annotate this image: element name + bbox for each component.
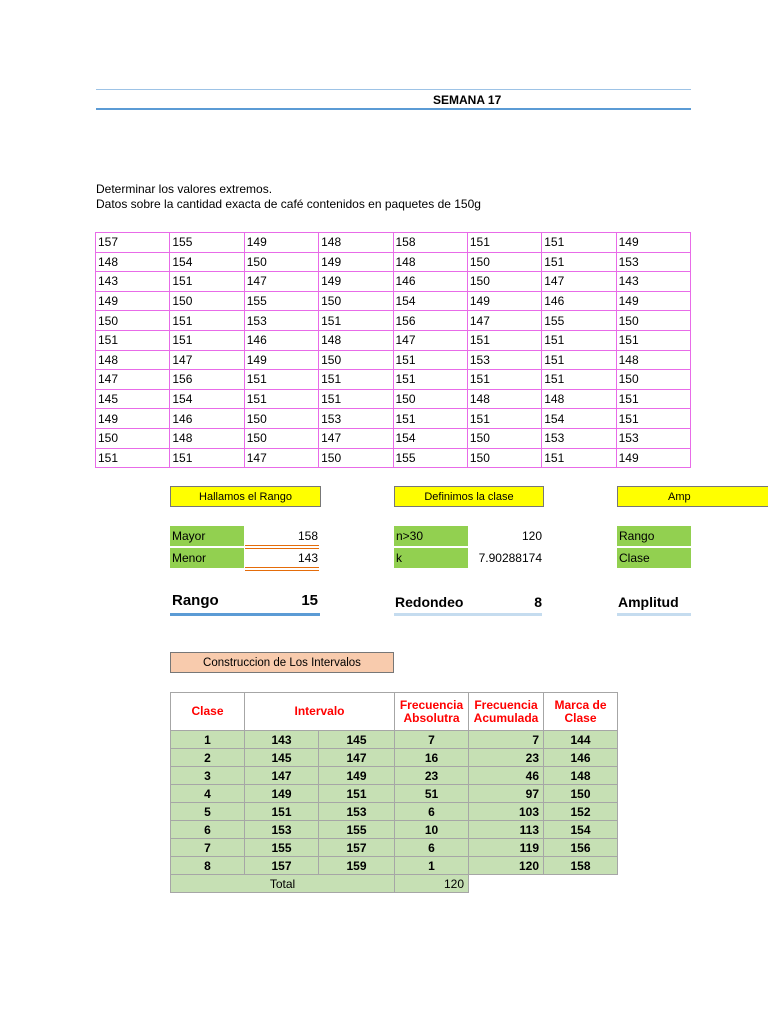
freq-cell-low[interactable]: 153 bbox=[245, 821, 319, 839]
data-cell[interactable]: 148 bbox=[393, 252, 467, 272]
data-row bbox=[96, 389, 691, 409]
data-cell[interactable]: 153 bbox=[616, 428, 690, 448]
coffee-data-grid bbox=[95, 232, 691, 468]
data-cell[interactable]: 151 bbox=[542, 448, 616, 468]
freq-cell-marca[interactable]: 150 bbox=[544, 785, 618, 803]
freq-cell-high[interactable]: 147 bbox=[319, 749, 395, 767]
data-cell[interactable]: 148 bbox=[96, 350, 170, 370]
mayor-underline bbox=[245, 545, 319, 546]
data-cell[interactable]: 150 bbox=[467, 272, 541, 292]
freq-cell-acum[interactable]: 46 bbox=[469, 767, 544, 785]
data-cell[interactable]: 151 bbox=[170, 311, 244, 331]
header-freq-abs bbox=[395, 693, 469, 731]
data-cell[interactable]: 151 bbox=[244, 370, 318, 390]
data-cell[interactable]: 146 bbox=[542, 291, 616, 311]
freq-cell-low[interactable]: 157 bbox=[245, 857, 319, 875]
data-cell[interactable]: 151 bbox=[170, 272, 244, 292]
data-cell[interactable]: 150 bbox=[319, 350, 393, 370]
freq-cell-high[interactable]: 155 bbox=[319, 821, 395, 839]
data-cell[interactable]: 154 bbox=[170, 252, 244, 272]
amplitud-heading bbox=[617, 486, 768, 507]
data-cell[interactable]: 149 bbox=[319, 272, 393, 292]
data-cell[interactable]: 150 bbox=[616, 370, 690, 390]
data-row bbox=[96, 311, 691, 331]
data-cell[interactable]: 151 bbox=[467, 370, 541, 390]
freq-cell-abs[interactable]: 1 bbox=[395, 857, 469, 875]
data-cell[interactable]: 149 bbox=[319, 252, 393, 272]
data-cell[interactable]: 149 bbox=[244, 350, 318, 370]
freq-cell-clase[interactable]: 6 bbox=[171, 821, 245, 839]
data-cell[interactable]: 150 bbox=[244, 428, 318, 448]
freq-cell-acum[interactable]: 120 bbox=[469, 857, 544, 875]
data-cell[interactable]: 151 bbox=[467, 330, 541, 350]
header-freq-acum-line2: Acumulada bbox=[473, 710, 539, 725]
freq-cell-abs[interactable]: 10 bbox=[395, 821, 469, 839]
data-cell[interactable]: 151 bbox=[96, 448, 170, 468]
data-cell[interactable]: 143 bbox=[96, 272, 170, 292]
freq-cell-abs[interactable]: 16 bbox=[395, 749, 469, 767]
data-row bbox=[96, 291, 691, 311]
frequency-row bbox=[171, 767, 618, 785]
freq-cell-abs[interactable]: 23 bbox=[395, 767, 469, 785]
freq-cell-marca[interactable]: 152 bbox=[544, 803, 618, 821]
data-cell[interactable]: 151 bbox=[319, 311, 393, 331]
page-title: SEMANA 17 bbox=[433, 93, 502, 107]
data-cell[interactable]: 153 bbox=[467, 350, 541, 370]
data-cell[interactable]: 149 bbox=[616, 291, 690, 311]
freq-cell-low[interactable]: 147 bbox=[245, 767, 319, 785]
data-cell[interactable]: 146 bbox=[244, 330, 318, 350]
freq-cell-abs[interactable]: 7 bbox=[395, 731, 469, 749]
freq-cell-acum[interactable]: 113 bbox=[469, 821, 544, 839]
freq-cell-high[interactable]: 151 bbox=[319, 785, 395, 803]
freq-cell-marca[interactable]: 148 bbox=[544, 767, 618, 785]
freq-cell-clase[interactable]: 1 bbox=[171, 731, 245, 749]
data-cell[interactable]: 147 bbox=[244, 448, 318, 468]
freq-cell-acum[interactable]: 103 bbox=[469, 803, 544, 821]
rango-heading: Hallamos el Rango bbox=[170, 486, 321, 507]
data-cell[interactable]: 143 bbox=[616, 272, 690, 292]
data-cell[interactable]: 151 bbox=[616, 389, 690, 409]
data-row bbox=[96, 330, 691, 350]
data-cell[interactable]: 146 bbox=[393, 272, 467, 292]
data-cell[interactable]: 147 bbox=[393, 330, 467, 350]
data-cell[interactable]: 146 bbox=[170, 409, 244, 429]
data-row bbox=[96, 233, 691, 253]
freq-cell-high[interactable]: 153 bbox=[319, 803, 395, 821]
mayor-label: Mayor bbox=[172, 529, 206, 543]
data-row bbox=[96, 409, 691, 429]
n-value[interactable]: 120 bbox=[521, 529, 542, 543]
amp-clase-label: Clase bbox=[619, 551, 650, 565]
data-cell[interactable]: 151 bbox=[170, 330, 244, 350]
data-cell[interactable]: 151 bbox=[393, 370, 467, 390]
freq-cell-marca[interactable]: 158 bbox=[544, 857, 618, 875]
data-cell[interactable]: 154 bbox=[393, 291, 467, 311]
redondeo-label: Redondeo bbox=[395, 594, 464, 610]
freq-cell-marca[interactable]: 156 bbox=[544, 839, 618, 857]
freq-cell-marca[interactable]: 146 bbox=[544, 749, 618, 767]
frequency-row bbox=[171, 821, 618, 839]
data-cell[interactable]: 155 bbox=[542, 311, 616, 331]
data-cell[interactable]: 151 bbox=[542, 330, 616, 350]
data-cell[interactable]: 151 bbox=[542, 350, 616, 370]
data-cell[interactable]: 156 bbox=[393, 311, 467, 331]
n-label: n>30 bbox=[396, 529, 424, 543]
header-freq-abs-line2: Absolutra bbox=[403, 710, 460, 725]
intervals-heading: Construccion de Los Intervalos bbox=[170, 652, 394, 673]
freq-cell-abs[interactable]: 6 bbox=[395, 803, 469, 821]
freq-cell-high[interactable]: 145 bbox=[319, 731, 395, 749]
data-cell[interactable]: 148 bbox=[319, 233, 393, 253]
freq-cell-clase[interactable]: 8 bbox=[171, 857, 245, 875]
data-cell[interactable]: 153 bbox=[542, 428, 616, 448]
header-marca-line2: Clase bbox=[564, 710, 597, 725]
data-cell[interactable]: 156 bbox=[170, 370, 244, 390]
rango-underline bbox=[170, 613, 320, 616]
freq-cell-abs[interactable]: 6 bbox=[395, 839, 469, 857]
data-cell[interactable]: 151 bbox=[542, 252, 616, 272]
header-clase: Clase bbox=[171, 693, 245, 731]
data-cell[interactable]: 147 bbox=[467, 311, 541, 331]
data-cell[interactable]: 154 bbox=[170, 389, 244, 409]
data-cell[interactable]: 147 bbox=[170, 350, 244, 370]
freq-cell-acum[interactable]: 119 bbox=[469, 839, 544, 857]
data-cell[interactable]: 151 bbox=[467, 409, 541, 429]
data-cell[interactable]: 150 bbox=[393, 389, 467, 409]
data-cell[interactable]: 149 bbox=[96, 409, 170, 429]
data-cell[interactable]: 148 bbox=[170, 428, 244, 448]
data-cell[interactable]: 151 bbox=[616, 330, 690, 350]
data-cell[interactable]: 150 bbox=[96, 311, 170, 331]
header-freq-acum bbox=[469, 693, 544, 731]
data-cell[interactable]: 151 bbox=[170, 448, 244, 468]
freq-cell-clase[interactable]: 4 bbox=[171, 785, 245, 803]
data-cell[interactable]: 155 bbox=[244, 291, 318, 311]
data-cell[interactable]: 148 bbox=[96, 252, 170, 272]
data-row bbox=[96, 448, 691, 468]
frequency-row bbox=[171, 785, 618, 803]
header-freq-acum-line1: Frecuencia bbox=[474, 697, 538, 712]
data-cell[interactable]: 150 bbox=[467, 428, 541, 448]
frequency-row bbox=[171, 731, 618, 749]
freq-cell-low[interactable]: 143 bbox=[245, 731, 319, 749]
data-cell[interactable]: 151 bbox=[393, 350, 467, 370]
freq-cell-clase[interactable]: 2 bbox=[171, 749, 245, 767]
frequency-row bbox=[171, 839, 618, 857]
data-cell[interactable]: 149 bbox=[616, 448, 690, 468]
mayor-underline-2 bbox=[245, 548, 319, 549]
frequency-row bbox=[171, 749, 618, 767]
freq-cell-acum[interactable]: 97 bbox=[469, 785, 544, 803]
data-cell[interactable]: 147 bbox=[319, 428, 393, 448]
k-label-cell bbox=[394, 548, 468, 568]
data-cell[interactable]: 151 bbox=[542, 233, 616, 253]
data-cell[interactable]: 149 bbox=[96, 291, 170, 311]
freq-cell-low[interactable]: 155 bbox=[245, 839, 319, 857]
k-value[interactable]: 7.90288174 bbox=[478, 551, 542, 565]
amplitud-label: Amplitud bbox=[618, 594, 679, 610]
header-rule-bottom bbox=[96, 108, 691, 110]
data-cell[interactable]: 145 bbox=[96, 389, 170, 409]
data-cell[interactable]: 148 bbox=[319, 330, 393, 350]
amplitud-underline bbox=[617, 613, 691, 616]
data-cell[interactable]: 150 bbox=[467, 448, 541, 468]
amp-rango-label: Rango bbox=[619, 529, 655, 543]
intro-line-2: Datos sobre la cantidad exacta de café contenidos en paquetes de 150g bbox=[96, 197, 481, 211]
data-cell[interactable]: 153 bbox=[616, 252, 690, 272]
data-cell[interactable]: 147 bbox=[542, 272, 616, 292]
data-cell[interactable]: 155 bbox=[393, 448, 467, 468]
data-cell[interactable]: 149 bbox=[616, 233, 690, 253]
freq-cell-low[interactable]: 149 bbox=[245, 785, 319, 803]
data-row bbox=[96, 350, 691, 370]
data-cell[interactable]: 150 bbox=[244, 252, 318, 272]
freq-cell-clase[interactable]: 3 bbox=[171, 767, 245, 785]
redondeo-underline bbox=[394, 613, 542, 616]
data-cell[interactable]: 154 bbox=[393, 428, 467, 448]
data-cell[interactable]: 150 bbox=[467, 252, 541, 272]
data-cell[interactable]: 150 bbox=[170, 291, 244, 311]
data-cell[interactable]: 151 bbox=[244, 389, 318, 409]
freq-cell-high[interactable]: 159 bbox=[319, 857, 395, 875]
data-cell[interactable]: 158 bbox=[393, 233, 467, 253]
clase-heading: Definimos la clase bbox=[394, 486, 544, 507]
k-label: k bbox=[396, 551, 402, 565]
amplitud-heading-text: Amp bbox=[668, 491, 691, 503]
data-cell[interactable]: 150 bbox=[96, 428, 170, 448]
total-label: Total bbox=[171, 875, 395, 893]
data-cell[interactable]: 150 bbox=[319, 291, 393, 311]
data-cell[interactable]: 150 bbox=[616, 311, 690, 331]
data-cell[interactable]: 157 bbox=[96, 233, 170, 253]
data-cell[interactable]: 154 bbox=[542, 409, 616, 429]
frequency-row bbox=[171, 803, 618, 821]
frequency-row bbox=[171, 857, 618, 875]
menor-underline bbox=[245, 567, 319, 568]
data-row bbox=[96, 370, 691, 390]
data-cell[interactable]: 151 bbox=[319, 370, 393, 390]
freq-cell-marca[interactable]: 144 bbox=[544, 731, 618, 749]
header-rule-top bbox=[96, 89, 691, 90]
freq-cell-acum[interactable]: 7 bbox=[469, 731, 544, 749]
data-cell[interactable]: 151 bbox=[616, 409, 690, 429]
data-cell[interactable]: 151 bbox=[96, 330, 170, 350]
data-cell[interactable]: 153 bbox=[319, 409, 393, 429]
header-marca-line1: Marca de bbox=[554, 697, 607, 712]
freq-cell-low[interactable]: 151 bbox=[245, 803, 319, 821]
data-row bbox=[96, 252, 691, 272]
data-cell[interactable]: 147 bbox=[244, 272, 318, 292]
total-value[interactable]: 120 bbox=[395, 875, 469, 893]
data-cell[interactable]: 151 bbox=[542, 370, 616, 390]
header-marca bbox=[544, 693, 618, 731]
intro-line-1: Determinar los valores extremos. bbox=[96, 182, 273, 196]
data-cell[interactable]: 147 bbox=[96, 370, 170, 390]
mayor-value[interactable]: 158 bbox=[297, 529, 318, 543]
freq-cell-clase[interactable]: 5 bbox=[171, 803, 245, 821]
data-cell[interactable]: 148 bbox=[467, 389, 541, 409]
menor-label: Menor bbox=[172, 551, 207, 565]
data-cell[interactable]: 151 bbox=[467, 233, 541, 253]
data-cell[interactable]: 155 bbox=[170, 233, 244, 253]
data-cell[interactable]: 150 bbox=[244, 409, 318, 429]
freq-cell-abs[interactable]: 51 bbox=[395, 785, 469, 803]
freq-cell-high[interactable]: 157 bbox=[319, 839, 395, 857]
data-row bbox=[96, 272, 691, 292]
data-cell[interactable]: 148 bbox=[616, 350, 690, 370]
data-cell[interactable]: 151 bbox=[393, 409, 467, 429]
header-freq-abs-line1: Frecuencia bbox=[399, 697, 464, 712]
menor-underline-2 bbox=[245, 570, 319, 571]
header-intervalo: Intervalo bbox=[245, 693, 395, 731]
freq-cell-clase[interactable]: 7 bbox=[171, 839, 245, 857]
data-cell[interactable]: 151 bbox=[319, 389, 393, 409]
rango-value[interactable]: 15 bbox=[301, 592, 318, 609]
redondeo-value[interactable]: 8 bbox=[534, 594, 542, 610]
rango-label: Rango bbox=[172, 592, 219, 609]
freq-cell-marca[interactable]: 154 bbox=[544, 821, 618, 839]
menor-value[interactable]: 143 bbox=[297, 551, 318, 565]
freq-cell-high[interactable]: 149 bbox=[319, 767, 395, 785]
data-cell[interactable]: 149 bbox=[244, 233, 318, 253]
freq-cell-low[interactable]: 145 bbox=[245, 749, 319, 767]
data-row bbox=[96, 428, 691, 448]
data-cell[interactable]: 153 bbox=[244, 311, 318, 331]
data-cell[interactable]: 150 bbox=[319, 448, 393, 468]
frequency-table bbox=[170, 692, 618, 893]
freq-cell-acum[interactable]: 23 bbox=[469, 749, 544, 767]
data-cell[interactable]: 149 bbox=[467, 291, 541, 311]
data-cell[interactable]: 148 bbox=[542, 389, 616, 409]
